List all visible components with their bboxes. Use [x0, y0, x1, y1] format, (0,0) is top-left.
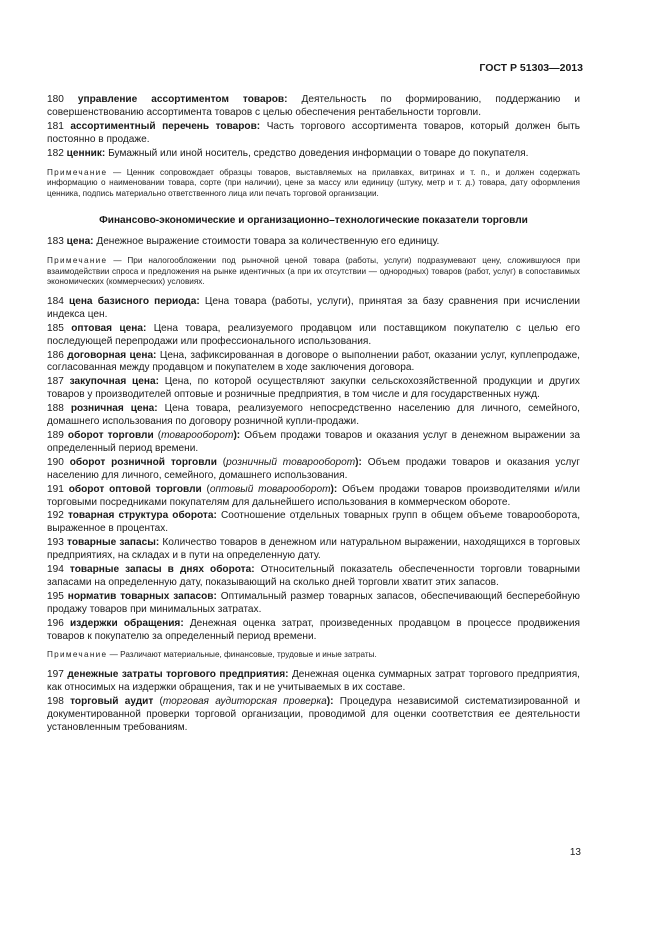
section-title: Финансово-экономические и организационно–технологические показатели торговли [99, 215, 528, 227]
term-name: товарная структура оборота: [67, 510, 217, 522]
term-number: 184 [47, 295, 64, 307]
term-number: 183 [47, 236, 64, 248]
term-paren-close: ): [330, 483, 338, 495]
note-label: Примечание [47, 650, 108, 660]
note-label: Примечание [47, 167, 108, 177]
term-definition: Часть торгового ассортимента товаров, который должен быть постоянно в продаже. [47, 120, 581, 145]
term-entry [47, 121, 580, 147]
term-definition: Процедура независимой систематизированной и документированной проверки торговой организации, проводимой для оценки соответствия ее деятельности установленным требованиям. [47, 695, 580, 733]
term-entry [47, 669, 580, 695]
term-entry [47, 403, 580, 429]
term-definition: Денежное выражение стоимости товара за количественную его единицу. [96, 236, 440, 248]
term-name: товарные запасы в днях оборота: [69, 564, 255, 576]
term-entry [47, 430, 580, 456]
term-definition: Оптимальный размер товарных запасов, обеспечивающий бесперебойную продажу товаров при минимальных затратах. [47, 590, 580, 615]
term-entry [47, 696, 580, 735]
term-definition: Объем продажи товаров производителями и/или торговыми посредниками покупателям для дальнейшего использования в коммерческом обороте. [47, 483, 580, 508]
term-entry [47, 457, 580, 483]
term-paren-close: ): [233, 429, 241, 441]
term-number: 187 [47, 376, 64, 388]
term-name: издержки обращения: [69, 617, 184, 629]
term-name: денежные затраты торгового предприятия: [67, 669, 289, 681]
term-entry [47, 537, 580, 563]
term-name: договорная цена: [67, 349, 157, 361]
note-costs [47, 650, 580, 661]
term-entry [47, 236, 580, 249]
term-name: оборот торговли [67, 429, 154, 441]
term-number: 180 [47, 94, 64, 105]
term-definition: Цена, зафиксированная в договоре о выполнении работ, оказании услуг, куплепродаже, согласованная между продавцом и покупателем в ходе заключения договора. [47, 349, 580, 374]
term-number: 193 [47, 537, 64, 549]
term-number: 191 [47, 483, 64, 495]
note-text: — При налогообложении под рыночной ценой товара (работы, услуги) подразумевают цену, сложившуюся при взаимодействии спроса и предложения на рынке идентичных (а при их отсутствии — однородных) товаров (работ, услуг) в сопоставимых экономических (коммерческих) условиях. [47, 256, 580, 287]
term-number: 182 [47, 147, 64, 159]
term-definition: Цена товара, реализуемого продавцом или поставщиком покупателю с целью его последующей перепродажи или профессионального использования. [47, 322, 581, 347]
term-synonym: оптовый товарооборот [209, 483, 331, 495]
term-definition: Цена товара (работы, услуги), принятая за базу сравнения при исчислении индекса цен. [47, 295, 580, 320]
term-name: закупочная цена: [69, 376, 159, 388]
term-entry [47, 376, 580, 402]
term-definition: Денежная оценка затрат, произведенных продавцом в процессе продвижения товаров к покупателю за определенный период времени. [47, 617, 580, 642]
term-entry [47, 94, 580, 120]
term-definition: Количество товаров в денежном или натуральном выражении, находящихся в торговых предприятиях, на складах и в пути на определенную дату. [47, 537, 581, 562]
term-name: цена базисного периода: [69, 295, 200, 307]
term-paren-open: ( [153, 695, 163, 707]
term-entry [47, 484, 580, 510]
terms-group-4 [47, 669, 580, 735]
term-number: 197 [47, 669, 64, 681]
term-definition: Относительный показатель обеспеченности торговли товарными запасами на определенную дату, показывающий на сколько дней торговли хватит этих запасов. [47, 564, 580, 588]
term-name: товарные запасы: [67, 537, 160, 549]
term-name: норматив товарных запасов: [67, 590, 217, 602]
term-paren-open: ( [201, 483, 210, 495]
term-name: торговый аудит [70, 695, 154, 707]
terms-group-1 [47, 94, 580, 161]
term-definition: Соотношение отдельных товарных групп в общем объеме товарооборота, выраженное в процентах. [47, 510, 580, 535]
term-definition: Цена товара, реализуемого непосредственно населению для личного, семейного, домашнего использования по договору розничной купли-продажи. [47, 403, 580, 428]
term-number: 188 [47, 403, 64, 415]
term-number: 192 [47, 510, 64, 522]
term-name: ассортиментный перечень товаров: [70, 120, 261, 132]
term-name: оборот розничной торговли [69, 456, 217, 468]
term-entry [47, 618, 580, 644]
document-body [47, 94, 580, 736]
document-code: ГОСТ Р 51303—2013 [479, 62, 583, 74]
term-definition: Объем продажи товаров и оказания услуг в денежном выражении за определенный период времени. [47, 429, 580, 454]
term-name: ценник: [66, 147, 106, 159]
term-paren-close: ): [355, 456, 362, 468]
terms-group-2 [47, 236, 580, 249]
term-synonym: розничный товарооборот [226, 456, 356, 468]
term-number: 194 [47, 564, 64, 576]
term-number: 196 [47, 617, 64, 629]
note-label: Примечание [47, 256, 108, 266]
term-number: 195 [47, 590, 64, 602]
term-name: розничная цена: [70, 403, 158, 415]
term-definition: Объем продажи товаров и оказания услуг населению для личного, семейного, домашнего использования. [47, 456, 580, 481]
term-number: 181 [47, 120, 64, 132]
terms-group-3 [47, 296, 580, 644]
term-entry [47, 591, 580, 617]
term-entry [47, 296, 580, 322]
term-entry [47, 323, 580, 349]
term-name: оптовая цена: [71, 322, 147, 334]
term-paren-close: ): [326, 695, 334, 707]
term-number: 186 [47, 349, 64, 361]
term-synonym: торговая аудиторская проверка [162, 695, 327, 707]
term-name: цена: [66, 236, 94, 248]
term-name: управление ассортиментом товаров: [77, 94, 288, 105]
note-market-price [47, 256, 580, 288]
page-number: 13 [569, 847, 581, 858]
term-entry [47, 148, 580, 161]
term-definition: Денежная оценка суммарных затрат торгового предприятия, как относимых на издержки обращения, так и не учитываемых в их составе. [47, 669, 580, 693]
term-entry [47, 350, 580, 376]
term-definition: Бумажный или иной носитель, средство доведения информации о товаре до покупателя. [108, 147, 529, 159]
term-number: 189 [47, 429, 64, 441]
note-text: — Ценник сопровождает образцы товаров, выставляемых на прилавках, витринах и т. п., и должен содержать информацию о наименовании товара, сорте (при наличии), цене за массу или единицу (штуку, метр и т. д.) товара, дату оформления ценника, подпись материально ответственного лица или печать торговой организации. [47, 167, 580, 198]
term-number: 185 [47, 322, 64, 334]
term-paren-open: ( [216, 456, 227, 468]
term-number: 198 [47, 695, 64, 707]
term-synonym: товарооборот [161, 429, 234, 441]
term-number: 190 [47, 456, 64, 468]
note-price-tag [47, 168, 580, 200]
term-definition: Деятельность по формированию, поддержанию и совершенствованию ассортимента товаров с целью обеспечения рентабельности торговли. [47, 94, 581, 118]
term-paren-open: ( [153, 429, 162, 441]
note-text: — Различают материальные, финансовые, трудовые и иные затраты. [109, 650, 377, 660]
term-definition: Цена, по которой осуществляют закупки сельскохозяйственной продукции и других товаров у производителей оптовые и розничные предприятия, в том числе и для государственных нужд. [47, 376, 580, 401]
term-name: оборот оптовой торговли [68, 483, 202, 495]
term-entry [47, 510, 580, 536]
term-entry [47, 564, 580, 590]
